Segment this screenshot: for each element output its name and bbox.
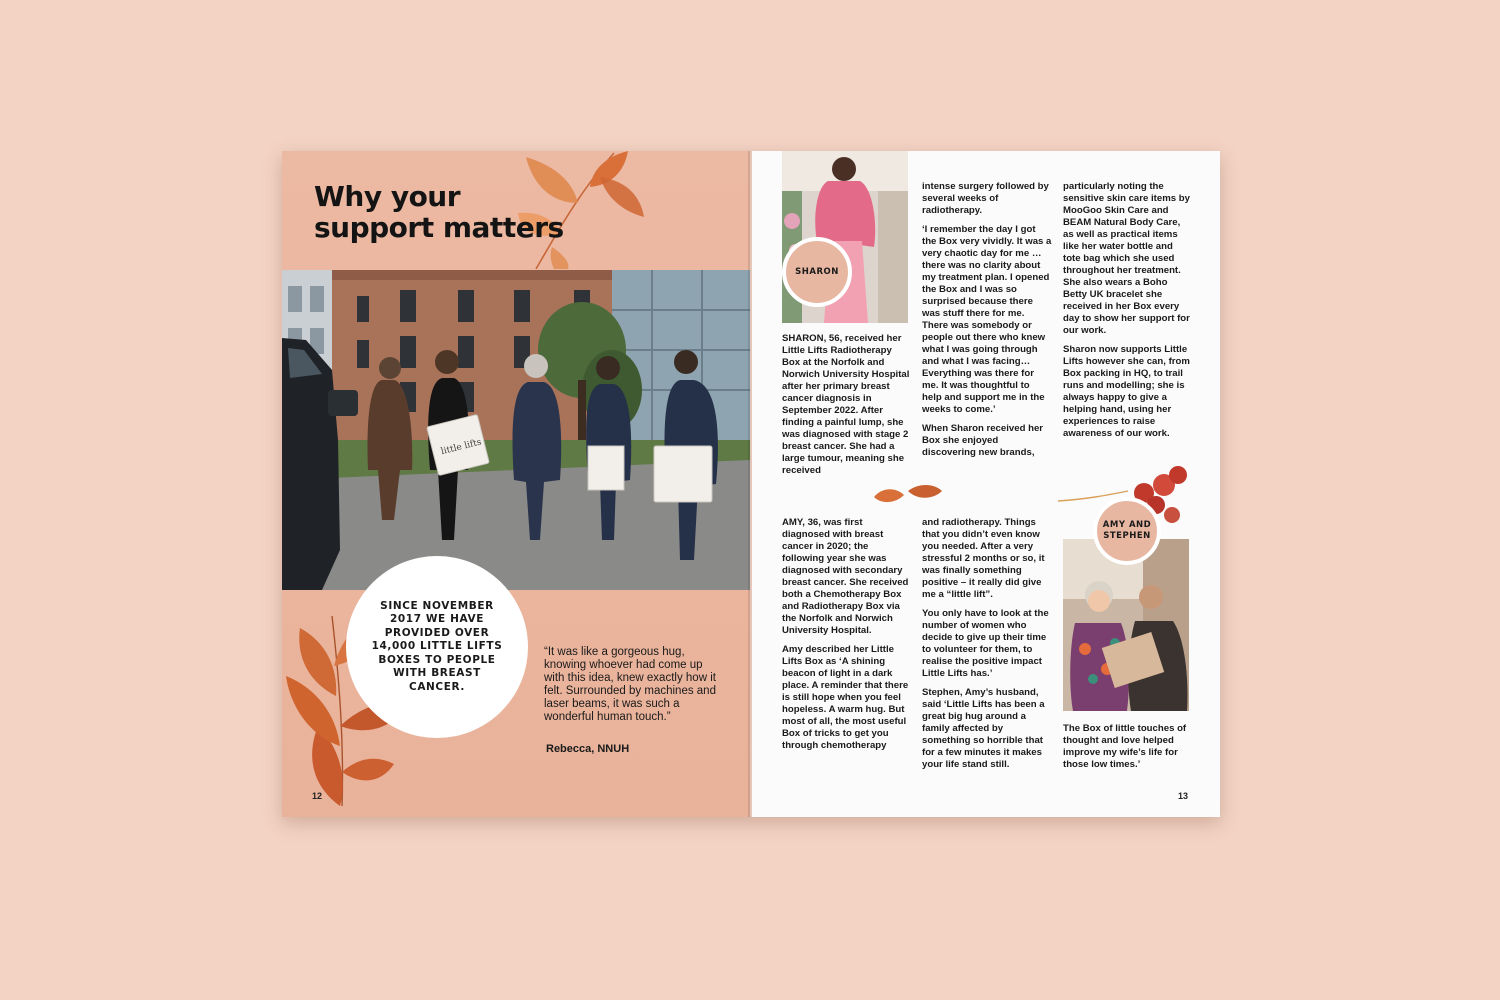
testimonial-quote: “It was like a gorgeous hug, knowing whoever had come up with this idea, knew exactly how it felt. Surrounded by machines and laser beams, it was such a wonderful human touch.” — [544, 646, 716, 723]
sharon-col2-p2: ‘I remember the day I got the Box very vividly. It was a very chaotic day for me … there was no clarity about my treatment plan. I opened the Box and I was so surprised because there was stuff there for me. There was somebody or people out there who knew what I was going through and what I was facing… Everything was there for me. It was thoughtful to help and support me in the weeks to come.’ — [922, 224, 1052, 415]
amy-col2-p1: and radiotherapy. Things that you didn’t even know you needed. After a very stressful 2 months or so, it was finally something positive – it really did give me a “little lift”. — [922, 517, 1045, 600]
sharon-col1-text: received her Little Lifts Radiotherapy Box at the Norfolk and Norwich University Hospital after her primary breast cancer diagnosis in September 2022. After finding a painful lump, she was diagnosed with stage 2 breast cancer. She had a large tumour, meaning she received — [782, 333, 910, 476]
sharon-column-1 — [782, 333, 910, 484]
magazine-spread — [282, 151, 1220, 817]
amy-col3-p1: The Box of little touches of thought and love helped improve my wife’s life for those low times.’ — [1063, 723, 1187, 770]
sharon-lead: SHARON, 56, — [782, 333, 843, 344]
bag-label: little lifts — [440, 437, 483, 458]
amy-col2-p3: Stephen, Amy’s husband, said ‘Little Lifts has been a great big hug around a family affected by something so horrible that for a few minutes it makes your life stand still. — [922, 687, 1045, 770]
amy-column-3 — [1063, 723, 1193, 778]
amy-column-1 — [782, 517, 912, 759]
autumn-leaves-icon — [872, 481, 946, 509]
sharon-col3-p1: particularly noting the sensitive skin care items by MooGoo Skin Care and BEAM Natural Body Care, as well as practical items like her water bottle and tote bag which she used throughout her treatment. She also wears a Boho Betty UK bracelet she received in her Box every day to show her support for our work. — [1063, 181, 1190, 336]
sharon-column-2 — [922, 181, 1052, 466]
amy-column-2 — [922, 517, 1054, 778]
page-number-left: 12 — [312, 791, 323, 801]
amy-col1-p1: was first diagnosed with breast cancer in 2020; the following year she was diagnosed with secondary breast cancer. She received both a Chemotherapy Box and Radiotherapy Box via the Norfolk and Norwich University Hospital. — [782, 517, 909, 636]
sharon-col3-p2: Sharon now supports Little Lifts however she can, from Box packing in HQ, to trail runs and modelling; she is always happy to give a helping hand, using her experiences to raise awareness of our work. — [1063, 344, 1190, 439]
amy-col2-p2: You only have to look at the number of women who decide to give up their time to volunteer for them, to realise the positive impact Little Lifts has.’ — [922, 608, 1049, 679]
volunteers-photo — [282, 270, 750, 590]
right-page — [752, 151, 1220, 817]
sharon-name-badge: SHARON — [782, 237, 852, 307]
quote-attribution: Rebecca, NNUH — [546, 743, 630, 755]
stat-callout — [346, 556, 528, 738]
stat-text: SINCE NOVEMBER 2017 WE HAVE PROVIDED OVER 14,000 LITTLE LIFTS BOXES TO PEOPLE WITH BREAST CANCER. — [371, 599, 503, 693]
amy-lead: AMY, 36, — [782, 517, 821, 528]
headline-line-1: Why your — [314, 180, 461, 213]
sharon-col2-p1: intense surgery followed by several weeks of radiotherapy. — [922, 181, 1049, 216]
headline-line-2: support matters — [314, 211, 564, 244]
page-headline — [314, 181, 564, 243]
sharon-col2-p3: When Sharon received her Box she enjoyed discovering new brands, — [922, 423, 1044, 458]
amy-col1-p2: Amy described her Little Lifts Box as ‘A shining beacon of light in a dark place. A reminder that there is still hope when you feel hopeless. A warm hug. But most of all, the most useful Box of tricks to get you through chemotherapy — [782, 644, 909, 751]
amy-stephen-name-badge: AMY AND STEPHEN — [1093, 497, 1161, 565]
left-page — [282, 151, 750, 817]
sharon-column-3 — [1063, 181, 1193, 447]
page-number-right: 13 — [1178, 791, 1189, 801]
